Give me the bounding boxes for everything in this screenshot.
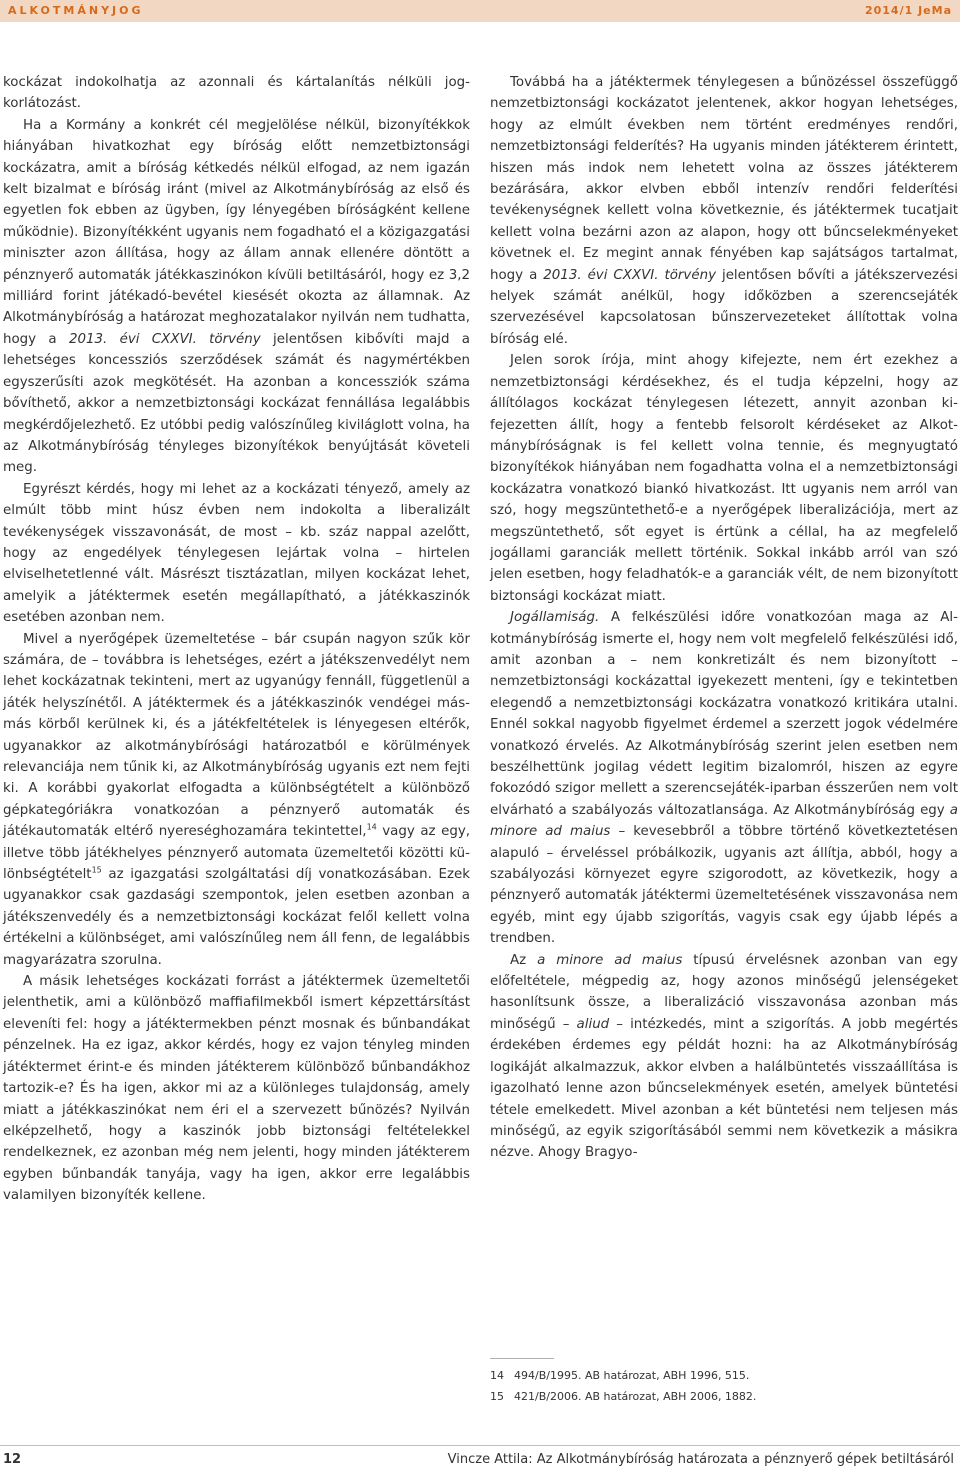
left-column (3, 72, 470, 1207)
paragraph: Mivel a nyerőgépek üzemeltetése – bár csupán nagyon szűk kör számára, de – továbbra is lehetséges, ezért a játékszenvedélyt nem lehet kockázatnak tekinteni, mert az ugyanúgy fennáll, függetlenül a játék helyszínétől. A játéktermek és a játékkaszinók vendégei más-más körből kerülnek ki, és a játékfeltételek is lényegesen eltérők, ugyanakkor az alkotmánybírósági határozatból e körülmények relevanciája nem tűnik ki, az Alkotmánybíróság ugyanis ezt nem fejti ki. A korábbi gyakorlat elfogadta a különbségtételt a különböző gépkategóriákra vonatkozóan a pénznyerő automaták és játékautomaták eltérő nyereséghozamára tekintettel,$^{14}$ vagy az egy, illetve több játékhelyes pénznyerő automata üzemeltetői közötti különbségtételt$^{15}$ az igazgatási szolgáltatási díj vonatkozásában. Ezek ugyanakkor csak gazdasági szempontok, jelen esetben azonban a játékszenvedély és a nemzetbiztonsági kockázat felől kellett volna értékelni a különbséget, ami valószínűleg nem áll fenn, de legalábbis magyarázatra szorulna. (3, 631, 470, 968)
section-lead: Jogállamiság. (510, 610, 600, 626)
paragraph: Egyrészt kérdés, hogy mi lehet az a kockázati tényező, amely az elmúlt több mint húsz évben nem indokolta a liberalizált tevékenységek visszavonását, de most – kb. száz nappal azelőtt, hogy az engedélyek ténylegesen lejártak volna – hirtelen elviselhetetlenné vált. Másrészt tisztázatlan, milyen kockázat lehet, amelyik a játéktermek esetén megállapítható, a játékkaszinók esetében azonban nem. (3, 481, 470, 626)
law-reference: 2013. évi CXXVI. törvény (68, 331, 261, 347)
paragraph: kockázat indokolhatja az azonnali és kártalanítás nélküli jogkorlátozást. (3, 75, 470, 112)
latin-term: aliud (576, 1016, 610, 1032)
footnote-separator (490, 1358, 554, 1359)
paragraph: Jelen sorok írója, mint ahogy kifejezte, nem ért ezekhez a nemzetbiztonsági kérdésekhez, és el tudja képzelni, hogy az állítólagos kockázat ténylegesen létezett, annyit azonban kifejezetten állít, hogy a fentebb felsorolt kérdéseket az Alkotmánybíróságnak is fel kellett volna tennie, és megnyugtató bizonyítékok hiányában nem fogadhatta volna el a nemzetbiztonsági kockázatra vonatkozó biankó hivatkozást. Itt ugyanis nem arról van szó, hogy megszüntethető-e a nyerőgépek liberalizációja, mert az megszüntethető, sőt egyet is értünk a céllal, ha az megfelelő jogállami garanciák mellett történik. Sokkal inkább arról van szó jelen esetben, hogy feladhatók-e a garanciák vélt, de nem bizonyított biztonsági kockázat miatt. (490, 353, 958, 604)
footer-divider (0, 1445, 960, 1446)
running-footer-title: Vincze Attila: Az Alkotmánybíróság határozata a pénznyerő gépek betiltásáról (447, 1452, 954, 1467)
footnotes (490, 1365, 958, 1407)
journal-title: ALKOTMÁNYJOG (8, 4, 144, 17)
paragraph: Ha a Kormány a konkrét cél megjelölése nélkül, bizonyítékkok hiányában hivatkozhat egy bíróság előtt nemzetbiztonsági kockázatra, amit a bíróság kétkedés nélkül elfogad, az nem igazán kelt bizalmat e bíróság iránt (mivel az Alkotmánybíróság az első és egyetlen fok ebben az ügyben, így lényegében bíróságként kellene működnie). Bizonyítékként ugyanis nem fogadható el a közigazgatási miniszter azon állítása, hogy az állam annak ellenére döntött a pénznyerő automaták játékkaszinókon kívüli betiltásáról, hogy ez 3,2 milliárd forint játékadó-bevétel kiesését okozta az államnak. Az Alkotmánybíróság a határozat meghozatalakor nyilván nem tudhatta, hogy a 2013. évi CXXVI. törvény jelentősen kibővíti majd a lehetséges koncessziós szerződések számát és nagymértékben egyszerűsíti azok megkötését. Ha azonban a koncessziók száma bővíthető, akkor a nemzetbiztonsági kockázat fennállása legalábbis megkérdőjelezhető. Ez utóbbi pedig valószínűleg kiviláglott volna, ha az Alkotmánybíróság tényleges bizonyítékok benyújtását követeli meg. (3, 117, 470, 476)
page-number: 12 (3, 1452, 22, 1467)
latin-term: a minore ad maius (537, 952, 683, 968)
running-header (0, 0, 960, 22)
paragraph: A másik lehetséges kockázati forrást a játéktermek üzemeltetői jelenthetik, ami a különböző maffiafilmekből ismert képzettársítást eleveníti fel: hogy a játéktermekben pénzt mosnak és bűnbandákat pénzelnek. Ha ez igaz, akkor kérdés, hogy ez vajon tényleg minden játéktermet érint-e és minden játékterem különböző bűnbandákhoz tartozik-e? És ha igen, akkor mi az a különleges tulajdonság, amely miatt a játékkaszinókat nem éri el a szervezett bűnözés? Nyilván elképzelhető, hogy a kaszinók jobb biztonsági feltételekkel rendelkeznek, ez azonban még nem jelenti, hogy minden játékterem egyben bűnbandák tanyája, vagy ha igen, akkor erre legalábbis valamilyen bizonyíték kellene. (3, 974, 470, 1204)
footnote: 15 421/B/2006. AB határozat, ABH 2006, 1882. (490, 1390, 757, 1403)
footnote-ref-15: 15 (91, 865, 102, 875)
right-column (490, 72, 958, 1164)
law-reference: 2013. évi CXXVI. törvény (543, 267, 716, 283)
paragraph: Továbbá ha a játéktermek ténylegesen a bűnözéssel összefüggő nemzetbiztonsági kockázatot jelentenek, akkor hogyan lehetséges, hogy az elmúlt években nem történt eredményes rendőri, nemzetbiztonsági felderítés? Ha ugyanis minden játékterem érintett, hiszen más indok nem lehetett volna az összes játékterem bezárására, akkor elvben ebből intenzív rendőri felderítési tevékenységnek kellett volna következnie, és játéktermek tucatjait kellett volna bezárni azon az alapon, hogy ott bűncselekményeket követnek el. Ez megint annak fényében kap sajátságos tartalmat, hogy a 2013. évi CXXVI. törvény jelentősen bővíti a játékszervezési helyek számát anélkül, hogy időközben a szerencsejáték szervezésével kapcsolatosan bűnszervezeteket állítottak volna bíróság elé. (490, 75, 959, 347)
latin-term: a minore ad maius (490, 802, 958, 840)
footnote: 14 494/B/1995. AB határozat, ABH 1996, 515. (490, 1369, 750, 1382)
footnote-ref-14: 14 (366, 822, 377, 832)
paragraph: Jogállamiság. A felkészülési időre vonatkozóan maga az Alkotmánybíróság ismerte el, hogy nem volt megfelelő felkészülési idő, amit azonban a – nem konkretizált és nem bizonyított – nemzetbiztonsági kockázattal igyekezett menteni, így e tekintetben elegendő a nemzetbiztonsági kockázatra vonatkozó kritikára utalni. Ennél sokkal nagyobb figyelmet érdemel a szerzett jogok védelmére vonatkozó érvelés. Az Alkotmánybíróság szerint jelen esetben nem beszélhettünk jogilag védett legitim bizalomról, hiszen az egyre fokozódó szigor mellett a szerencsejáték-iparban ésszerűen nem volt elvárható a szabályozás változatlansága. Az Alkotmánybíróság egy a minore ad maius – kevesebbről a többre történő következtetésen alapuló – érveléssel próbálkozik, ugyanis azt állítja, abból, hogy a szabályozási környezet egyre szigorodott, az következik, hogy a pénznyerő automaták játéktermi üzemeltetésének visszavonása nem egyéb, mint egy újabb szigorítás, vagyis csak egy újabb lépés a trendben. (490, 610, 958, 947)
issue-label: 2014/1 JeMa (864, 4, 952, 17)
paragraph: Az a minore ad maius típusú érvelésnek azonban van egy előfeltétele, mégpedig az, hogy azonos minőségű jelenségeket hasonlítsunk össze, a liberalizáció visszavonása azonban más minőségű – aliud – intézkedés, mint a szigorítás. A jobb megértés érdekében érdemes egy példát hozni: ha az Alkotmánybíróság logikáját alkalmazzuk, akkor elvben a halálbüntetés visszaállítása is igazolható lenne azon bűncselekmények esetén, amelyek büntetési tétele emelkedett. Mivel azonban a két büntetési nem teljesen más minőségű, az egyik szigorításából semmi nem következik a másikra nézve. Ahogy Bragyo- (490, 952, 958, 1161)
